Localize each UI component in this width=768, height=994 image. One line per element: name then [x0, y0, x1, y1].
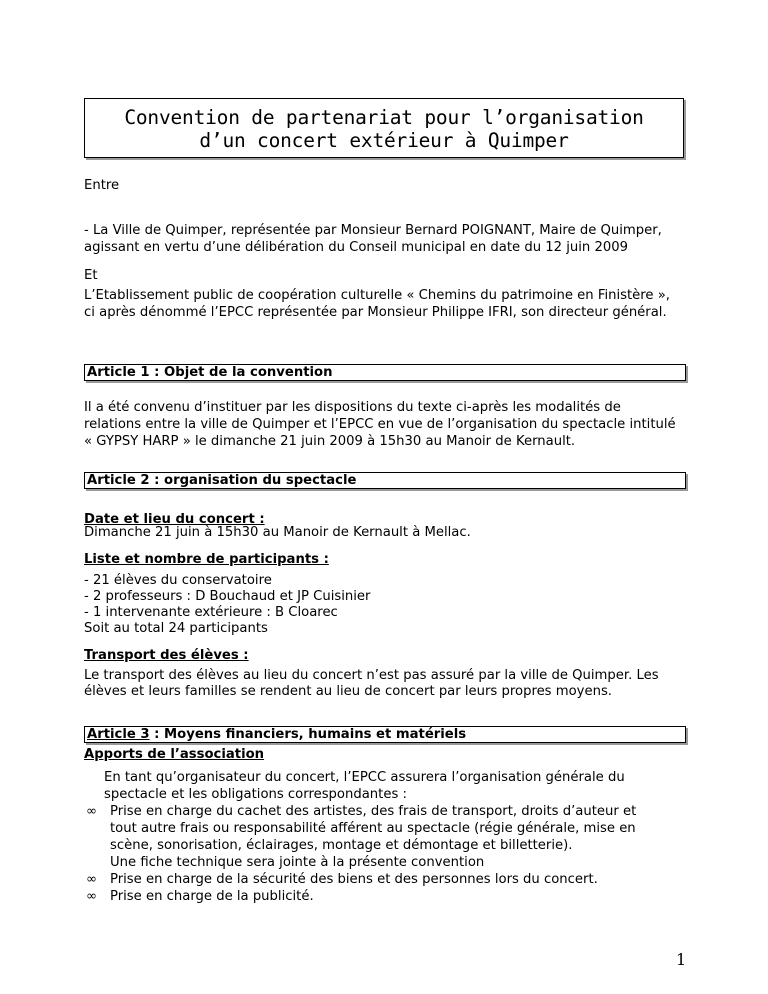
participant-item: - 2 professeurs : D Bouchaud et JP Cuisinier	[84, 589, 371, 604]
apports-intro-line1: En tant qu’organisateur du concert, l’EPCC assurera l’organisation générale du	[104, 770, 625, 785]
transport-title: Transport des élèves :	[84, 648, 249, 663]
article1-heading: Article 1 : Objet de la convention	[84, 364, 686, 381]
participant-total: Soit au total 24 participants	[84, 621, 268, 636]
title-line-2: d’un concert extérieur à Quimper	[199, 129, 569, 152]
bullet-icon: ∞	[86, 889, 97, 904]
apports-title: Apports de l’association	[84, 747, 265, 762]
bullet-icon: ∞	[86, 872, 97, 887]
et-text: Et	[84, 268, 98, 283]
party1-line1: - La Ville de Quimper, représentée par Monsieur Bernard POIGNANT, Maire de Quimper,	[84, 223, 662, 238]
article3-heading	[84, 726, 686, 743]
bullet1-line2: tout autre frais ou responsabilité afférent au spectacle (régie générale, mise en	[110, 821, 636, 836]
participant-item: - 21 élèves du conservatoire	[84, 573, 272, 588]
bullet3-text: Prise en charge de la publicité.	[110, 889, 314, 904]
apports-intro-line2: spectacle et les obligations correspondantes :	[104, 787, 407, 802]
article1-line3: « GYPSY HARP » le dimanche 21 juin 2009 à 15h30 au Manoir de Kernault.	[84, 434, 576, 449]
participants-title: Liste et nombre de participants :	[84, 552, 329, 567]
bullet1-line3: scène, sonorisation, éclairages, montage et démontage et billetterie).	[110, 838, 573, 853]
party1-line2: agissant en vertu d’une délibération du Conseil municipal en date du 12 juin 2009	[84, 240, 629, 255]
bullet1-line1: Prise en charge du cachet des artistes, des frais de transport, droits d’auteur et	[110, 804, 637, 819]
participant-item: - 1 intervenante extérieure : B Cloarec	[84, 605, 338, 620]
article1-line1: Il a été convenu d’instituer par les dispositions du texte ci-après les modalités de	[84, 400, 621, 415]
transport-line1: Le transport des élèves au lieu du concert n’est pas assuré par la ville de Quimper. Les	[84, 668, 659, 683]
bullet2-text: Prise en charge de la sécurité des biens et des personnes lors du concert.	[110, 872, 598, 887]
party2-line2: ci après dénommé l’EPCC représentée par Monsieur Philippe IFRI, son directeur général.	[84, 305, 667, 320]
article1-line2: relations entre la ville de Quimper et l’EPCC en vue de l’organisation du spectacle intitulé	[84, 417, 676, 432]
article3-heading-text: : Moyens financiers, humains et matériels	[149, 727, 467, 742]
date-lieu-text: Dimanche 21 juin à 15h30 au Manoir de Kernault à Mellac.	[84, 525, 471, 540]
bullet-icon: ∞	[86, 804, 97, 819]
article3-heading-number: Article 3	[87, 727, 150, 742]
date-lieu-title: Date et lieu du concert :	[84, 512, 265, 527]
title-line-1: Convention de partenariat pour l’organisation	[124, 106, 644, 129]
transport-line2: élèves et leurs familles se rendent au lieu de concert par leurs propres moyens.	[84, 684, 613, 699]
document-title	[84, 98, 684, 158]
article2-heading: Article 2 : organisation du spectacle	[84, 472, 686, 489]
entre-text: Entre	[84, 178, 120, 193]
party2-line1: L’Etablissement public de coopération culturelle « Chemins du patrimoine en Finistère »,	[84, 288, 670, 303]
page-number: 1	[676, 950, 687, 969]
bullet1-line4: Une fiche technique sera jointe à la présente convention	[110, 855, 485, 870]
